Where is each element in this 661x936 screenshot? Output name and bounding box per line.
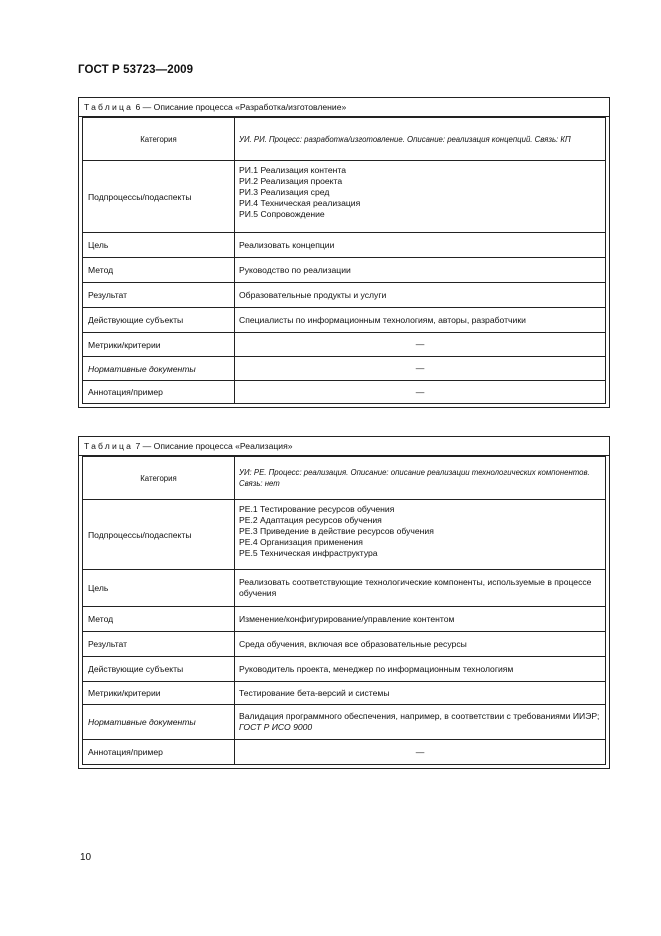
table-row-norms xyxy=(83,357,605,381)
row-value-result: Образовательные продукты и услуги xyxy=(239,289,387,300)
list-item: РЕ.4 Организация применения xyxy=(239,537,363,547)
row-label-goal: Цель xyxy=(83,570,235,606)
row-label-norms: Нормативные документы xyxy=(83,705,235,739)
row-label-metrics: Метрики/критерии xyxy=(83,682,235,704)
row-label-result: Результат xyxy=(83,632,235,656)
table-7-caption xyxy=(79,437,609,456)
row-label-norms: Нормативные документы xyxy=(83,357,235,380)
list-item: РИ.3 Реализация сред xyxy=(239,187,330,197)
table-6-caption-word: Таблица xyxy=(84,102,134,112)
row-label-method: Метод xyxy=(83,258,235,282)
row-value-subprocesses xyxy=(235,500,605,569)
table-row-goal xyxy=(83,233,605,258)
row-label-annotation: Аннотация/пример xyxy=(83,740,235,764)
row-value-norms: — xyxy=(415,363,425,373)
row-label-category: Категория xyxy=(83,118,235,160)
row-value-metrics: Тестирование бета-версий и системы xyxy=(239,687,390,698)
row-label-actors: Действующие субъекты xyxy=(83,308,235,332)
row-label-result: Результат xyxy=(83,283,235,307)
row-label-category: Категория xyxy=(83,457,235,499)
row-value-metrics: — xyxy=(415,339,425,349)
table-row-subprocesses xyxy=(83,161,605,233)
table-6-caption xyxy=(79,98,609,117)
document-standard-header: ГОСТ Р 53723—2009 xyxy=(78,64,194,76)
row-label-subprocesses: Подпроцессы/подаспекты xyxy=(83,161,235,232)
table-row-subprocesses xyxy=(83,500,605,570)
row-value-category: УИ: РЕ. Процесс: реализация. Описание: описание реализации технологических компонентов. Связь: нет xyxy=(239,468,590,488)
row-value-actors: Руководитель проекта, менеджер по информационным технологиям xyxy=(239,663,514,674)
table-row-annotation xyxy=(83,381,605,404)
norms-standard-ref: ГОСТ Р ИСО 9000 xyxy=(239,722,313,732)
list-item: РЕ.3 Приведение в действие ресурсов обучения xyxy=(239,526,434,536)
list-item: РЕ.1 Тестирование ресурсов обучения xyxy=(239,504,395,514)
row-value-norms xyxy=(235,705,605,739)
table-row-method xyxy=(83,258,605,283)
page-number: 10 xyxy=(80,852,92,863)
table-row-result xyxy=(83,283,605,308)
row-value-goal: Реализовать соответствующие технологические компоненты, используемые в процессе обучения xyxy=(239,577,592,598)
table-7 xyxy=(78,436,610,769)
table-row-category xyxy=(83,456,605,500)
row-value-goal: Реализовать концепции xyxy=(239,239,335,250)
row-label-goal: Цель xyxy=(83,233,235,257)
table-6-caption-text: 6 — Описание процесса «Разработка/изготовление» xyxy=(135,102,347,112)
table-7-caption-text: 7 — Описание процесса «Реализация» xyxy=(135,441,293,451)
table-row-result xyxy=(83,632,605,657)
list-item: РЕ.2 Адаптация ресурсов обучения xyxy=(239,515,382,525)
table-7-caption-word: Таблица xyxy=(84,441,134,451)
table-row-metrics xyxy=(83,682,605,705)
row-label-method: Метод xyxy=(83,607,235,631)
table-row-norms xyxy=(83,705,605,740)
list-item: РИ.1 Реализация контента xyxy=(239,165,347,175)
row-value-method: Руководство по реализации xyxy=(239,264,351,275)
list-item: РИ.2 Реализация проекта xyxy=(239,176,343,186)
table-row-annotation xyxy=(83,740,605,765)
list-item: РИ.5 Сопровождение xyxy=(239,209,325,219)
list-item: РЕ.5 Техническая инфраструктура xyxy=(239,548,378,558)
table-6 xyxy=(78,97,610,408)
table-row-category xyxy=(83,117,605,161)
row-label-annotation: Аннотация/пример xyxy=(83,381,235,403)
row-value-subprocesses xyxy=(235,161,605,232)
row-value-actors: Специалисты по информационным технологиям, авторы, разработчики xyxy=(239,314,526,325)
row-label-actors: Действующие субъекты xyxy=(83,657,235,681)
row-value-annotation: — xyxy=(415,746,425,757)
table-row-actors xyxy=(83,657,605,682)
table-row-method xyxy=(83,607,605,632)
row-value-category: УИ. РИ. Процесс: разработка/изготовление. Описание: реализация концепций. Связь: КП xyxy=(239,134,571,144)
row-label-metrics: Метрики/критерии xyxy=(83,333,235,356)
table-row-actors xyxy=(83,308,605,333)
list-item: РИ.4 Техническая реализация xyxy=(239,198,361,208)
row-value-annotation: — xyxy=(415,386,425,397)
norms-text: Валидация программного обеспечения, например, в соответствии с требованиями ИИЭР; xyxy=(239,711,600,721)
row-value-method: Изменение/конфигурирование/управление контентом xyxy=(239,613,455,624)
table-row-metrics xyxy=(83,333,605,357)
table-row-goal xyxy=(83,570,605,607)
row-value-result: Среда обучения, включая все образовательные ресурсы xyxy=(239,638,467,649)
row-label-subprocesses: Подпроцессы/подаспекты xyxy=(83,500,235,569)
